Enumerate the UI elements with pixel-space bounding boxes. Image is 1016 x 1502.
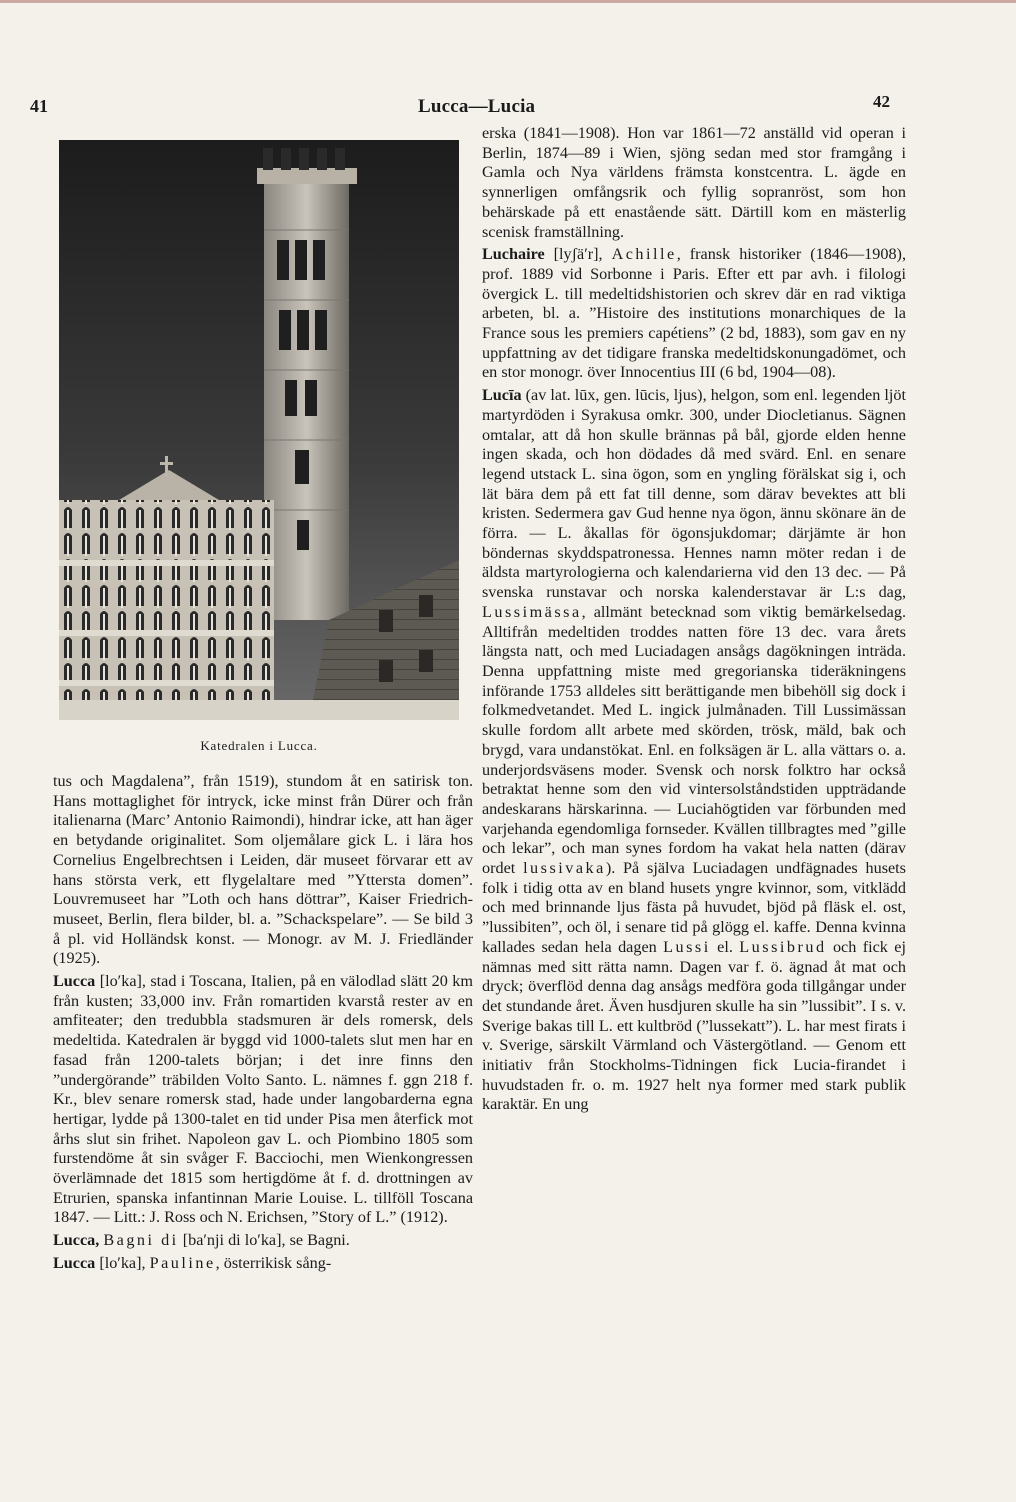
entry-body: [lo′ka], stad i Toscana, Italien, på en välodlad slätt 20 km från kusten; 33,000 inv. Från romartiden kvarstå rester av en amfiteater; den tredubbla stadsmuren är dels romersk, dels medeltida. Katedralen är byggd vid 1000-talets slut men har en fasad från 1200-talets början; i det inre finns den ”undergörande” träbilden Volto Santo. L. nämnes f. ggn 218 f. Kr., blev senare romersk stad, hade under langobarderna egna hertigar, lydde på 1300-talet en tid under Pisa men återfick mot århs slut sin frihet. Napoleon gav L. och Piombino 1805 som furstendöme åt sin svåger F. Bacciochi, men Wienkongressen överlämnade det 1815 som hertigdöme åt f. d. drottningen av Etrurien, spanska infantinnan Marie Louise. L. tillföll Toscana 1847. — Litt.: J. Ross och N. Erichsen, ”Story of L.” (1912). [53,972,473,1227]
spaced-name: Pauline [149,1253,216,1272]
entry-body: el. [710,937,740,956]
entry-lucca-pauline [53,1254,473,1274]
figure-caption: Katedralen i Lucca. [200,738,318,753]
page-edge [0,0,1016,3]
right-column [482,124,906,1117]
page-header [30,92,920,122]
entry-body: och fick ej nämnas med sitt rätta namn. Dagen var f. ö. ägnad åt mat och dryck; överflöd denna dag ansågs medföra goda tillgångar under det stundande året. Även husdjuren skulle ha sin ”lussibit”. I s. v. Sverige bakas till L. ett kultbröd (”lussekatt”). L. har mest firats i v. Sverige, särskilt Värmland och Västergötland. — Genom ett initiativ från Stockholms-Tidningen fick Lucia-firandet i huvudstaden fr. o. m. 1927 helt nya former med stark publik karaktär. En ung [482,937,906,1114]
running-head: Lucca—Lucia [418,96,536,117]
spaced-name: Achille [611,245,677,264]
spaced-term: Lussimässa [482,602,582,621]
spaced-term: Lussibrud [739,937,827,956]
entry-luchaire [482,245,906,383]
entry-body: , allmänt betecknad som viktig bemärkelsedag. Alltifrån medeltiden troddes natten före 13 dec. vara årets längsta natt, och med Luciadagen ansågs dagökningen inträda. Denna uppfattning miste med gregorianska tideräkningens införande 1753 alldeles sitt berättigande men bibehöll sig dock i folkmedvetandet. Med L. ingick julmånaden. Till Lussimässan skulle fordom allt arbete med skörden, trösk, mäld, bak och brygd, vara undanstökat. Enl. en folksägen är L. alla vättars o. a. underjordsväsens moder. Svensk och norsk folktro har också betraktat henne som den vid vintersolståndstiden uppträdande andeskarans härskarinna. — Luciahögtiden var förbunden med varjehanda egendomliga fornseder. Kvällen tillbragtes med ”gille och lekar”, och man synes fordom ha vakat hela natten (därav ordet [482,602,906,878]
entry-body: ). På själva Luciadagen undfägnades husets folk i tidig otta av en bland husets yngre kvinnor, som, vitklädd och med brinnande ljus fästa på huvudet, bjöd på fläsk el. ost, ”lussibiten”, och öl, i senare tid på glögg el. kaffe. Denna kvinna kallades sedan hela dagen [482,859,906,956]
entry-lucca [53,972,473,1228]
entry-headword: Lucca [53,972,96,991]
entry-body: (av lat. lūx, gen. lūcis, ljus), helgon, som enl. legenden ljöt martyrdöden i Syrakusa omkr. 300, under Diocletianus. Sägnen omtalar, att då hon skulle brännas på bål, gjorde elden henne ingen skada, och hon dödades då med svärd. Enl. en senare legend utstack L. sina ögon, som en yngling förälskat sig i, och lät bära dem på ett fat till denne, som därav bevektes att bli kristen. Sedermera gav Gud henne nya ögon, ännu skönare än de förra. — L. åkallas för ögonsjukdomar; därjämte är hon böndernas skyddspatronessa. Hennes namn möter redan i de äldsta martyrologierna och kalendarierna vid den 13 dec. — På svenska runstavar och norska kalenderstavar är L:s dag, [482,386,906,602]
entry-body: , österrikisk sång- [215,1253,332,1272]
entry-headword: Lucca [53,1253,96,1272]
entry-body: , fransk historiker (1846—1908), prof. 1889 vid Sorbonne i Paris. Efter ett par avh. i filologi övergick L. till medeltidshistorien och skrev där en rad viktiga arbeten, bl. a. ”Histoire des institutions monarchiques de la France sous les premiers capétiens” (2 bd, 1883), som gav en ny uppfattning av det tidigare franska medeltidskonungadömet, och en stor monogr. över Innocentius III (6 bd, 1904—08). [482,245,906,382]
entry-headword: Luchaire [482,245,545,264]
entry-pron: [lo′ka], [95,1253,150,1272]
page-number-left: 41 [30,96,48,116]
entry-pron: [lyʃä′r], [544,245,612,264]
spaced-name: Bagni di [103,1231,179,1250]
continued-paragraph: erska (1841—1908). Hon var 1861—72 anställd vid operan i Berlin, 1874—89 i Wien, sjöng sedan med stor framgång i Gamla och Nya världens främsta konstcentra. L. ägde en synnerligen omfångsrik och fyllig sopranröst, som hon behärskade på ett enastående sätt. Därtill kom en mästerlig scenisk framställning. [482,124,906,241]
left-column [53,772,473,1276]
cathedral-photo [59,140,459,720]
entry-headword: Lucca, [53,1231,100,1250]
entry-headword: Lucīa [482,386,522,405]
spaced-term: lussivaka [523,859,606,878]
entry-lucca-bagni [53,1231,473,1251]
page-number-right: 42 [873,92,890,111]
spaced-term: Lussi [663,937,711,956]
entry-lucia [482,386,906,1115]
continued-paragraph: tus och Magdalena”, från 1519), stundom åt en satirisk ton. Hans mottaglighet för intryck, icke minst från Dürer och från italienarna (Marc’ Antonio Raimondi), hindrar icke, att han äger en betydande originalitet. Som oljemålare gick L. i lära hos Cornelius Engelbrechtsen i Leiden, där museet förvarar ett av hans största verk, ett flygelaltare med ”Yttersta domen”. Louvremuseet har ”Loth och hans döttrar”, Kaiser Friedrich-museet, Berlin, flera bilder, bl. a. ”Schackspelare”. — Se bild 3 å pl. vid Holländsk konst. — Monogr. av M. J. Friedländer (1925). [53,772,473,968]
entry-body: [ba′nji di lo′ka], se Bagni. [178,1231,350,1250]
